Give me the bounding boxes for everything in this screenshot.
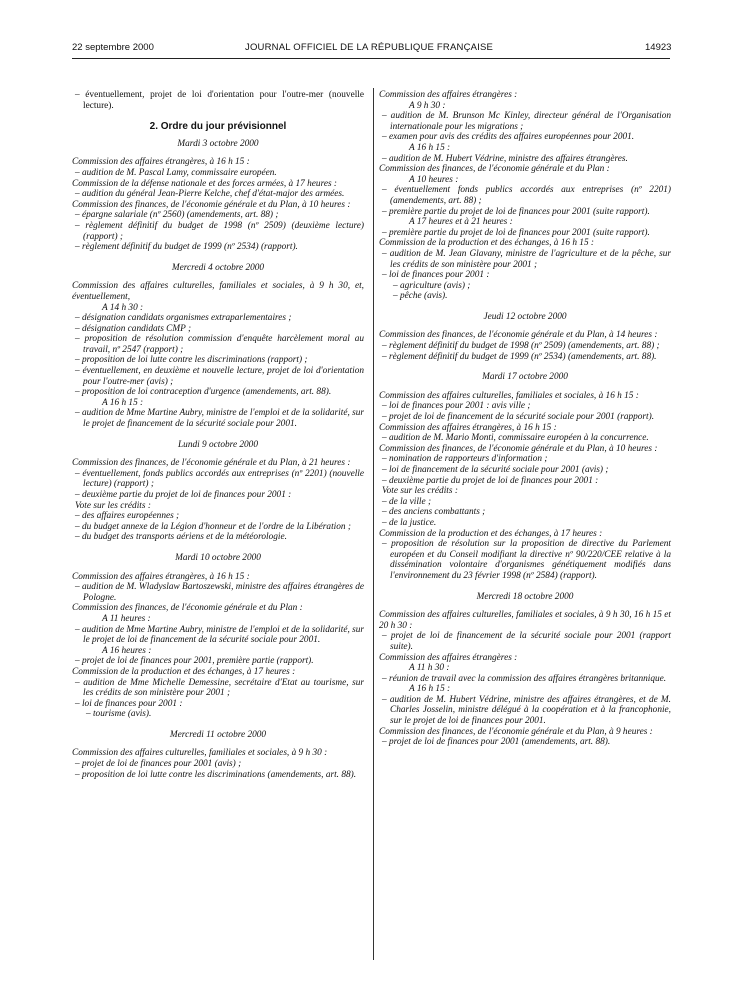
commission-heading: Commission des affaires étrangères : [379,90,518,100]
day-heading: Mardi 10 octobre 2000 [175,552,261,563]
agenda-item: – règlement définitif du budget de 1999 (nº 2534) (rapport). [75,242,298,253]
agenda-item: – des anciens combattants ; [382,507,486,518]
commission-heading: Commission de la production et des échanges, à 16 h 15 : [379,238,595,249]
agenda-item: – règlement définitif du budget de 1999 (nº 2534) (amendements, art. 88). [382,351,657,362]
agenda-item: – projet de loi de finances pour 2001 (avis) ; [75,759,242,770]
agenda-item: – éventuellement fonds publics accordés aux entreprises (nº 2201) (amendements, art. 88) ; [382,185,671,206]
commission-heading: Commission des finances, de l'économie générale et du Plan, à 21 heures : [72,458,351,469]
agenda-item: – désignation candidats organismes extraparlementaires ; [75,313,292,324]
agenda-item: – des affaires européennes ; [75,511,180,522]
right-column [379,90,671,748]
commission-heading: Commission des finances, de l'économie générale et du Plan : [72,603,303,614]
agenda-item: – deuxième partie du projet de loi de finances pour 2001 : [382,475,599,486]
time-heading: A 16 h 15 : [409,142,451,153]
agenda-item: – audition de M. Hubert Védrine, ministre des affaires étrangères. [382,153,628,164]
agenda-subitem: – tourisme (avis). [86,709,152,720]
agenda-item: – épargne salariale (nº 2560) (amendements, art. 88) ; [75,210,279,221]
agenda-item: – examen pour avis des crédits des affaires européennes pour 2001. [382,132,635,143]
agenda-subitem: – agriculture (avis) ; [393,280,471,291]
agenda-item: – proposition de loi lutte contre les discriminations (amendements, art. 88). [75,769,357,780]
vote-heading: Vote sur les crédits : [382,486,458,497]
time-heading: A 16 h 15 : [409,684,451,695]
agenda-item: – audition du général Jean-Pierre Kelche, chef d'état-major des armées. [75,189,345,200]
commission-heading: Commission des affaires étrangères : [379,652,518,663]
time-heading: A 16 heures : [102,645,152,656]
agenda-item: – réunion de travail avec la commission des affaires étrangères britannique. [382,673,667,684]
agenda-item: – proposition de résolution sur la proposition de directive du Parlement européen et du Conseil modifiant la directive nº 90/220/CEE relative à la dissémination volontaire d'organismes génétiquement modifiés dans l'environnement du 23 février 1998 (nº 2584) (rapport). [382,539,671,581]
agenda-item: – audition de M. Hubert Védrine, ministre des affaires étrangères, et de M. Charles Josselin, ministre délégué à la coopération et à la francophonie, sur le projet de loi de finances pour 2001. [382,694,671,727]
agenda-item: – du budget des transports aériens et de la météorologie. [75,532,287,543]
agenda-item: – projet de loi de financement de la sécurité sociale pour 2001 (rapport suite). [382,631,671,652]
commission-heading: Commission de la production et des échanges, à 17 heures : [379,528,603,539]
column-divider [373,88,374,960]
agenda-item: – projet de loi de financement de la sécurité sociale pour 2001 (rapport). [382,412,655,423]
agenda-item: – audition de Mme Martine Aubry, ministre de l'emploi et de la solidarité, sur le projet de financement de la sécurité sociale pour 2001. [75,408,364,430]
agenda-item: – projet de loi de finances pour 2001 (amendements, art. 88). [382,737,611,748]
time-heading: A 9 h 30 : [409,100,446,111]
commission-heading: Commission des affaires culturelles, familiales et sociales, à 9 h 30 : [72,748,328,759]
agenda-item: – proposition de résolution commission d'enquête harcèlement moral au travail, nº 2547 (rapport) ; [75,334,364,355]
agenda-item: – éventuellement, fonds publics accordés aux entreprises (nº 2201) (nouvelle lecture) (rapport) ; [75,468,364,490]
agenda-item: – première partie du projet de loi de finances pour 2001 (suite rapport). [382,206,650,217]
commission-heading: Commission de la production et des échanges, à 17 heures : [72,666,296,677]
agenda-item: – audition de Mme Martine Aubry, ministre de l'emploi et de la solidarité, sur le projet de loi de financement de la sécurité sociale pour 2001. [75,624,364,646]
page-number: 14923 [645,42,672,53]
commission-heading: Commission des finances, de l'économie générale et du Plan, à 10 heures : [379,443,658,454]
commission-heading: Commission des finances, de l'économie générale et du Plan, à 10 heures : [72,199,351,210]
day-heading: Mercredi 4 octobre 2000 [171,262,265,273]
agenda-item: – audition de M. Jean Glavany, ministre de l'agriculture et de la pêche, sur les crédits de son ministère pour 2001 ; [382,248,671,270]
agenda-item: – audition de Mme Michelle Demessine, secrétaire d'Etat au tourisme, sur les crédits de son ministère pour 2001 ; [75,677,364,699]
left-column [72,90,364,780]
time-heading: A 17 heures et à 21 heures : [409,217,513,228]
agenda-item: – règlement définitif du budget de 1998 (nº 2509) (deuxième lecture) (rapport) ; [75,220,364,242]
header-rule [72,58,670,59]
commission-heading: Commission des finances, de l'économie générale et du Plan, à 14 heures : [379,330,658,341]
agenda-item: – éventuellement, en deuxième et nouvelle lecture, projet de loi d'orientation pour l'outre-mer (avis) ; [75,366,364,387]
agenda-item: – projet de loi de finances pour 2001, première partie (rapport). [75,656,314,667]
agenda-item: – audition de M. Mario Monti, commissaire européen à la concurrence. [382,433,649,444]
time-heading: A 16 h 15 : [102,397,144,408]
journal-title: JOURNAL OFFICIEL DE LA RÉPUBLIQUE FRANÇAISE [245,42,494,53]
day-heading: Mardi 17 octobre 2000 [482,372,568,383]
section-title: 2. Ordre du jour prévisionnel [149,121,287,133]
commission-heading: Commission des affaires étrangères, à 16 h 15 : [379,422,557,433]
commission-heading: Commission des affaires culturelles, familiales et sociales, à 9 h 30, 16 h 15 et 20 h 30 : [379,610,671,631]
agenda-item: – deuxième partie du projet de loi de finances pour 2001 : [75,490,292,500]
day-heading: Mercredi 18 octobre 2000 [476,591,574,602]
time-heading: A 10 heures : [409,174,459,185]
agenda-item: – première partie du projet de loi de finances pour 2001 (suite rapport). [382,227,650,238]
agenda-item: – de la justice. [382,517,437,528]
agenda-item: – du budget annexe de la Légion d'honneur et de l'ordre de la Libération ; [75,521,351,532]
commission-heading: Commission des finances, de l'économie générale et du Plan, à 9 heures : [379,726,653,737]
agenda-subitem: – pêche (avis). [393,291,448,302]
agenda-item: – audition de M. Pascal Lamy, commissaire européen. [75,167,277,178]
agenda-item: – proposition de loi contraception d'urgence (amendements, art. 88). [75,387,332,398]
time-heading: A 14 h 30 : [102,302,144,313]
time-heading: A 11 h 30 : [409,663,450,674]
vote-heading: Vote sur les crédits : [75,500,151,511]
header-date: 22 septembre 2000 [72,42,154,53]
agenda-item: – loi de finances pour 2001 : [75,698,183,709]
day-heading: Jeudi 12 octobre 2000 [483,311,567,322]
agenda-item: – de la ville ; [382,496,432,507]
agenda-item: – loi de finances pour 2001 : [382,270,490,281]
agenda-item: – loi de finances pour 2001 : avis ville ; [382,401,531,412]
page-header [0,42,748,56]
agenda-item: – loi de financement de la sécurité sociale pour 2001 (avis) ; [382,465,609,475]
agenda-item: – règlement définitif du budget de 1998 (nº 2509) (amendements, art. 88) ; [382,341,660,352]
agenda-item: – audition de M. Wladyslaw Bartoszewski, ministre des affaires étrangères de Pologne. [75,582,364,603]
commission-heading: Commission de la défense nationale et des forces armées, à 17 heures : [72,178,338,189]
commission-heading: Commission des affaires étrangères, à 16 h 15 : [72,571,250,582]
intro-item: – éventuellement, projet de loi d'orientation pour l'outre-mer (nouvelle lecture). [75,90,364,111]
commission-heading: Commission des affaires culturelles, familiales et sociales, à 9 h 30, et, éventuellement, [72,281,364,302]
agenda-item: – proposition de loi lutte contre les discriminations (rapport) ; [75,355,308,366]
commission-heading: Commission des affaires étrangères, à 16 h 15 : [72,157,250,168]
time-heading: A 11 heures : [102,613,151,624]
day-heading: Mercredi 11 octobre 2000 [169,729,267,740]
day-heading: Lundi 9 octobre 2000 [178,439,258,450]
agenda-item: – désignation candidats CMP ; [75,323,192,334]
commission-heading: Commission des affaires culturelles, familiales et sociales, à 16 h 15 : [379,390,639,401]
commission-heading: Commission des finances, de l'économie générale et du Plan : [379,164,610,175]
day-heading: Mardi 3 octobre 2000 [177,138,259,149]
agenda-item: – audition de M. Brunson Mc Kinley, directeur général de l'Organisation internationale pour les migrations ; [382,111,671,132]
agenda-item: – nomination de rapporteurs d'information ; [382,454,548,465]
